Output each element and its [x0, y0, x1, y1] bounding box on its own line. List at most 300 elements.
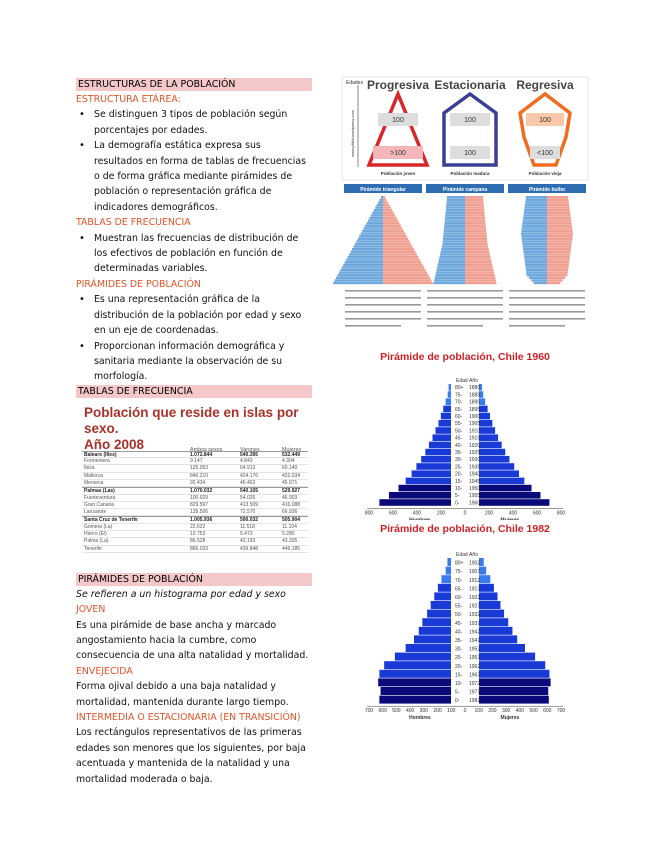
bar-men: [439, 258, 465, 260]
age-label: 5-: [455, 689, 460, 696]
year-label: 1925: [469, 450, 481, 456]
text-line: [427, 325, 483, 327]
bar-women: [465, 251, 489, 253]
bar-men: [443, 406, 451, 413]
cell-mujeres: 66.936: [282, 509, 298, 516]
bar-men: [434, 279, 465, 281]
bar-men: [441, 413, 451, 420]
subheading-envejecida: ENVEJECIDA: [76, 665, 133, 677]
age-label: 65-: [455, 406, 463, 413]
list-item: • La demografía estática expresa sus resultados en forma de tablas de frecuencias o de forma gráfica mediante pirámides de población o representación gráfica de indicadores demográficos.: [76, 138, 312, 215]
text-line: [509, 304, 585, 306]
bar-men: [339, 271, 383, 273]
bar-men: [364, 227, 383, 229]
bar-men: [389, 492, 451, 499]
bar-men: [433, 434, 452, 441]
table-row: [82, 531, 308, 538]
subheading-joven: JOVEN: [76, 604, 106, 616]
bar-women: [383, 222, 400, 224]
table-row: [82, 546, 308, 553]
cell-varones: 43.193: [240, 538, 256, 545]
population-table: [76, 399, 312, 571]
cell-name: Palmas (Las): [84, 488, 115, 495]
bar-women: [465, 206, 484, 208]
age-label: 35-: [455, 638, 463, 644]
bar-men: [358, 238, 383, 240]
bar-men: [395, 653, 451, 661]
text-line: [345, 297, 421, 299]
tick-label: 100: [447, 708, 456, 715]
paragraph-intermedia: Los rectángulos representativos de las primeras edades son menores que los siguientes, por baja acentuada y mantenida de la natalidad y una mortalidad moderada o baja.: [76, 727, 306, 785]
bar-men: [435, 274, 465, 276]
label-estacionaria: Estacionaria: [434, 78, 506, 92]
bar-women: [479, 463, 514, 470]
bar-men: [349, 253, 383, 255]
age-label: 75-: [455, 569, 463, 576]
bar-women: [383, 212, 394, 214]
bar-women: [479, 618, 508, 626]
year-label: 1917: [469, 586, 481, 593]
bar-men: [377, 204, 383, 206]
bar-men: [371, 214, 383, 216]
text-line: [427, 290, 503, 292]
cell-mujeres: 505.904: [282, 517, 301, 524]
bar-women: [383, 279, 431, 281]
tick-label: 200: [484, 510, 494, 517]
table-row: [82, 524, 308, 531]
cell-name: Fuerteventura: [84, 494, 116, 501]
age-label: 45-: [455, 620, 463, 627]
bar-women: [465, 219, 485, 221]
bar-women: [465, 261, 492, 263]
bar-men: [422, 618, 451, 626]
bar-women: [479, 661, 545, 669]
bar-men: [346, 258, 383, 260]
bar-women: [383, 227, 402, 229]
bar-men: [445, 222, 466, 224]
bar-men: [449, 384, 451, 391]
bar-men: [522, 238, 547, 240]
tick-label: 400: [508, 510, 518, 517]
pyramid-types-diagram: [342, 77, 588, 180]
bar-women: [465, 279, 496, 281]
age-label: 55-: [455, 421, 463, 428]
bar-men: [365, 225, 383, 227]
label-regresiva: Regresiva: [516, 78, 574, 92]
bar-men: [431, 601, 451, 609]
estacionaria-top-value: 100: [464, 117, 476, 124]
bar-women: [479, 413, 490, 420]
bar-men: [381, 196, 383, 198]
bar-men: [444, 232, 466, 234]
year-label: 1972: [469, 681, 481, 687]
bar-men: [446, 567, 451, 575]
bar-women: [465, 235, 487, 237]
bar-women: [465, 196, 483, 198]
bar-women: [383, 201, 388, 203]
bar-women: [547, 277, 565, 279]
cell-name: Mallorca: [84, 472, 103, 479]
cell-name: Santa Cruz de Tenerife: [84, 517, 138, 524]
bar-women: [547, 225, 572, 227]
text-line: [427, 304, 503, 306]
cell-name: Gomera (La): [84, 523, 113, 530]
cell-mujeres: 4.304: [282, 458, 295, 465]
year-label: 1895: [469, 406, 481, 413]
cell-ambos: 92.434: [190, 479, 206, 486]
age-label: 40-: [455, 629, 463, 636]
bar-women: [465, 225, 486, 227]
bar-women: [547, 269, 568, 271]
bar-women: [547, 245, 571, 247]
table-row: [82, 538, 308, 545]
bar-men: [372, 212, 383, 214]
watermark: www.pfilidi.wordpress.com: [350, 110, 355, 157]
bar-men: [437, 266, 465, 268]
bar-men: [444, 230, 465, 232]
bar-men: [367, 222, 384, 224]
bar-men: [531, 279, 547, 281]
age-label: 0-: [455, 500, 460, 507]
year-label: 1910: [469, 428, 481, 435]
bar-women: [479, 635, 517, 643]
bar-women: [465, 245, 488, 247]
subheading-tablas: TABLAS DE FRECUENCIA: [76, 217, 191, 229]
bottom-label-vieja: Población vieja: [528, 171, 562, 176]
bar-women: [479, 696, 549, 704]
bar-women: [547, 214, 571, 216]
men-label: Hombres: [409, 715, 431, 722]
regresiva-top-value: 100: [539, 117, 551, 124]
pyramid-1960-svg: [342, 364, 588, 517]
bar-men: [527, 274, 547, 276]
table-row: [82, 465, 308, 472]
table-row: [82, 502, 308, 509]
cell-mujeres: 11.104: [282, 523, 297, 530]
bar-women: [383, 206, 391, 208]
bar-men: [434, 592, 451, 600]
age-label: 5-: [455, 493, 460, 500]
heading-estructuras: ESTRUCTURAS DE LA POBLACIÓN: [76, 78, 312, 91]
cell-ambos: 886.033: [190, 545, 209, 552]
year-label: 1955: [469, 493, 481, 500]
age-label: 50-: [455, 428, 463, 435]
chart-title-1960: Pirámide de población, Chile 1960: [380, 351, 550, 363]
text-line: [345, 290, 421, 292]
cell-varones: 500.032: [240, 517, 259, 524]
bar-women: [383, 232, 405, 234]
text-line: [427, 318, 503, 320]
cell-varones: 424.176: [240, 472, 259, 479]
bar-men: [356, 240, 383, 242]
bar-men: [414, 635, 451, 643]
cell-ambos: 22.622: [190, 523, 206, 530]
bar-men: [380, 199, 383, 201]
age-label: 45-: [455, 435, 463, 442]
bar-men: [525, 261, 547, 263]
cell-name: Hierro (El): [84, 530, 107, 537]
bar-women: [547, 212, 570, 214]
table-row: [82, 509, 308, 516]
age-label: 40-: [455, 442, 463, 449]
bar-women: [383, 282, 433, 284]
bar-women: [547, 266, 568, 268]
bar-women: [547, 199, 568, 201]
tick-label: 500: [529, 708, 538, 715]
bar-men: [525, 201, 547, 203]
bar-men: [335, 279, 383, 281]
bar-women: [547, 248, 571, 250]
paragraph-histograma: Se refieren a un histograma por edad y sexo: [76, 588, 286, 600]
bar-men: [445, 214, 465, 216]
bar-women: [547, 201, 569, 203]
cell-varones: 540.105: [240, 488, 259, 495]
bar-men: [447, 558, 451, 566]
bar-women: [383, 217, 397, 219]
bar-women: [465, 243, 488, 245]
bar-women: [547, 251, 571, 253]
tick-label: 600: [543, 708, 552, 715]
bar-women: [547, 196, 568, 198]
bar-men: [445, 219, 465, 221]
text-line: [509, 290, 585, 292]
bar-men: [522, 227, 547, 229]
year-label: 1905: [469, 421, 481, 428]
bar-women: [465, 217, 485, 219]
bar-men: [434, 282, 466, 284]
cell-ambos: 100.929: [190, 494, 209, 501]
bar-men: [523, 251, 547, 253]
bar-men: [345, 261, 383, 263]
bar-men: [441, 248, 465, 250]
cell-ambos: 139.506: [190, 509, 209, 516]
year-label: 1920: [469, 442, 481, 449]
text-line: [427, 297, 503, 299]
left-column: [76, 78, 312, 787]
cell-varones: 4.843: [240, 458, 253, 465]
bar-men: [342, 266, 383, 268]
women-label: Mujeres: [500, 715, 520, 722]
year-label: 1930: [469, 457, 481, 464]
year-label: 1945: [469, 478, 481, 485]
list-item: • Se distinguen 3 tipos de población según porcentajes por edades.: [76, 107, 312, 138]
bar-men: [446, 398, 451, 405]
bar-women: [465, 240, 487, 242]
tick-label: 800: [364, 510, 374, 517]
bar-men: [384, 661, 451, 669]
bar-men: [361, 232, 383, 234]
age-label: 60-: [455, 595, 463, 601]
paragraph-envejecida: Forma ojival debido a una baja natalidad y mortalidad, mantenida durante largo tiempo.: [76, 681, 289, 708]
bar-men: [446, 209, 465, 211]
bar-men: [525, 204, 547, 206]
cell-name: Gran Canaria: [84, 501, 115, 508]
col-varones: Varones: [240, 446, 260, 453]
shape-title-campana: Pirámide campana: [442, 187, 488, 193]
bar-men: [443, 235, 465, 237]
bar-women: [383, 258, 420, 260]
bar-men: [406, 644, 451, 652]
bullet-list-2: [76, 231, 312, 277]
year-label: 1940: [469, 471, 481, 478]
text-line: [427, 311, 503, 313]
bar-women: [479, 485, 532, 492]
age-header: Edad: [456, 378, 468, 384]
year-label: 1952: [469, 646, 481, 653]
bar-men: [340, 269, 383, 271]
year-label: 1977: [469, 689, 481, 696]
year-label: 1942: [469, 629, 481, 636]
bar-women: [383, 274, 429, 276]
bar-men: [524, 256, 547, 258]
bar-men: [523, 217, 547, 219]
bar-women: [383, 196, 385, 198]
bar-women: [547, 240, 572, 242]
regresiva-bottom-value: <100: [537, 150, 553, 157]
bar-men: [441, 251, 465, 253]
cell-ambos: 1.070.032: [190, 488, 213, 495]
bar-women: [465, 258, 491, 260]
bar-men: [522, 243, 547, 245]
bar-women: [479, 687, 548, 695]
age-label: 60-: [455, 414, 463, 420]
bullet-list-3: [76, 292, 312, 384]
bar-men: [440, 253, 465, 255]
year-label: 1902: [469, 560, 481, 567]
bar-women: [547, 217, 571, 219]
pyramid-1982-svg: [342, 536, 588, 722]
bar-women: [383, 256, 418, 258]
bar-women: [479, 653, 535, 661]
bar-men: [526, 199, 547, 201]
cell-name: Ibiza: [84, 465, 95, 472]
cell-mujeres: 60.140: [282, 465, 298, 472]
text-line: [509, 311, 585, 313]
bar-women: [465, 256, 491, 258]
bar-men: [369, 217, 383, 219]
cell-varones: 413.509: [240, 501, 259, 508]
text-line: [345, 318, 421, 320]
bar-men: [368, 219, 383, 221]
bar-men: [438, 420, 451, 427]
bar-women: [465, 199, 483, 201]
bar-men: [521, 232, 547, 234]
bar-women: [465, 214, 485, 216]
year-label: 1915: [469, 435, 481, 442]
cell-ambos: 86.528: [190, 538, 206, 545]
list-item: • Muestran las frecuencias de distribución de los efectivos de población en función de determinadas variables.: [76, 231, 312, 277]
bar-men: [444, 225, 465, 227]
tick-label: 300: [419, 708, 429, 715]
bar-men: [378, 201, 383, 203]
cell-name: Formentera: [84, 458, 110, 465]
year-label: 1950: [469, 486, 481, 492]
bar-women: [465, 209, 484, 211]
bar-men: [379, 670, 451, 678]
bar-women: [383, 214, 395, 216]
bar-women: [547, 274, 567, 276]
bar-men: [524, 209, 547, 211]
cell-ambos: 125.053: [190, 465, 209, 472]
text-line: [509, 297, 585, 299]
bar-men: [446, 204, 465, 206]
age-label: 70-: [455, 399, 463, 406]
bar-women: [547, 253, 570, 255]
table-row: [82, 480, 308, 487]
table-row: [82, 516, 308, 523]
bar-women: [383, 240, 410, 242]
year-label: 1937: [469, 620, 481, 627]
bar-men: [523, 248, 547, 250]
cell-mujeres: 532.449: [282, 451, 301, 458]
bar-women: [547, 258, 570, 260]
age-label: 70-: [455, 577, 463, 584]
cell-varones: 46.463: [240, 479, 256, 486]
tick-label: 300: [501, 708, 511, 715]
year-label: 1885: [469, 392, 481, 399]
year-label: 1907: [469, 569, 481, 576]
bar-men: [419, 627, 451, 635]
bar-men: [343, 264, 383, 266]
bar-women: [383, 243, 411, 245]
cell-varones: 64.913: [240, 465, 256, 472]
bar-women: [547, 230, 573, 232]
age-label: 15-: [455, 672, 463, 679]
age-label: 80+: [455, 385, 464, 392]
year-label: 1900: [469, 414, 481, 420]
list-item: • Proporcionan información demográfica y sanitaria mediante la observación de su morfología.: [76, 339, 312, 385]
table-row: [82, 495, 308, 502]
age-label: 20-: [455, 663, 463, 670]
bar-men: [436, 271, 465, 273]
bar-women: [383, 209, 392, 211]
text-line: [345, 325, 401, 327]
pyramid-shapes-panel: [342, 182, 588, 344]
bar-men: [447, 196, 465, 198]
tick-label: 700: [556, 708, 566, 715]
bullet-list-1: [76, 107, 312, 215]
bar-women: [479, 610, 504, 618]
table-row: [82, 458, 308, 465]
cell-varones: 54.026: [240, 494, 256, 501]
year-label: 1947: [469, 638, 481, 644]
estacionaria-bottom-value: 100: [464, 150, 476, 157]
paragraph-joven: Es una pirámide de base ancha y marcado angostamiento hacia la cumbre, como consecuencia de una alta natalidad y mortalidad.: [76, 619, 309, 662]
bar-women: [383, 271, 427, 273]
table-row: [82, 451, 308, 458]
label-progresiva: Progresiva: [366, 78, 430, 92]
bar-women: [383, 269, 426, 271]
table-title-line2: Año 2008: [84, 436, 145, 452]
age-label: 75-: [455, 392, 463, 399]
bar-women: [479, 427, 495, 434]
bar-men: [521, 230, 547, 232]
bar-men: [523, 214, 547, 216]
bar-men: [447, 199, 465, 201]
cell-varones: 439.848: [240, 545, 259, 552]
bar-women: [465, 212, 485, 214]
bar-men: [359, 235, 383, 237]
bar-men: [522, 222, 547, 224]
bar-women: [465, 232, 487, 234]
bar-men: [362, 230, 383, 232]
cell-ambos: 1.072.844: [190, 451, 213, 458]
bar-men: [352, 248, 383, 250]
bar-men: [374, 209, 383, 211]
bar-women: [479, 678, 551, 686]
bar-men: [437, 269, 466, 271]
bar-men: [524, 212, 547, 214]
